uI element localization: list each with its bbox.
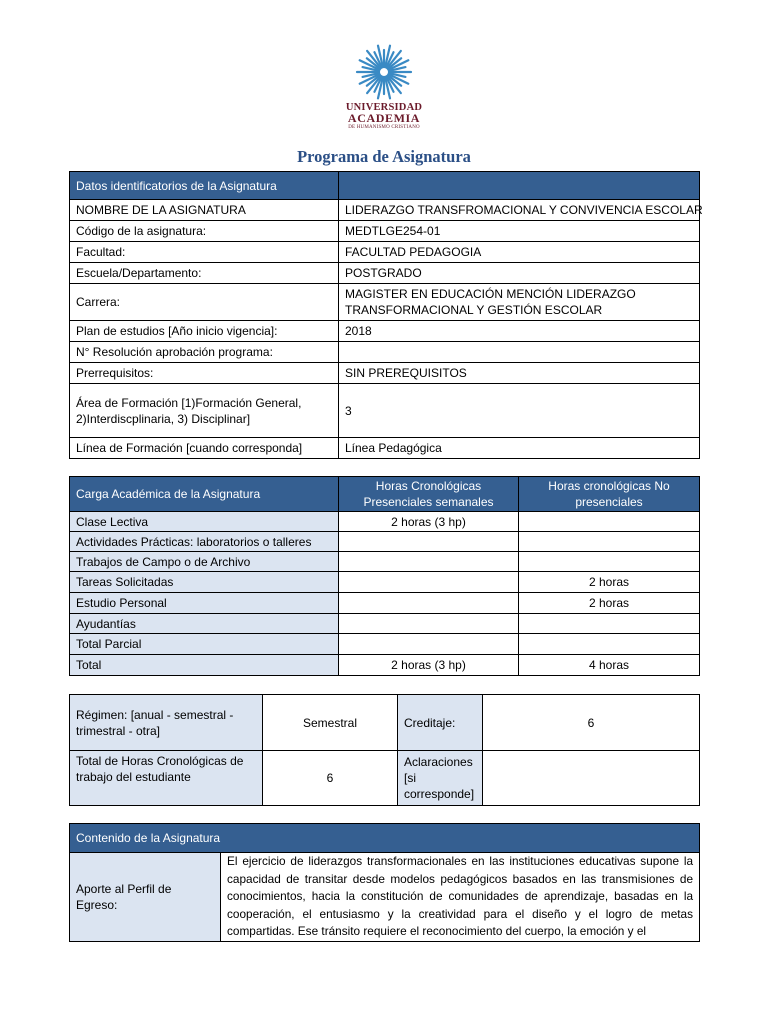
contenido-header-row [70,824,700,853]
table-row [70,655,700,676]
id-table-header-row [70,172,700,200]
aclaraciones-label: Aclaraciones [si corresponde] [398,751,483,806]
carga-header-row [70,477,700,512]
row-no-presenciales: 2 horas [519,572,700,593]
table-row [70,221,700,242]
row-presenciales: 2 horas (3 hp) [339,655,519,676]
regimen-value: Semestral [263,695,398,751]
row-label: Área de Formación [1)Formación General, 2)Interdiscplinaria, 3) Disciplinar] [70,384,339,438]
row-label: Plan de estudios [Año inicio vigencia]: [70,321,339,342]
table-row [70,200,700,221]
row-value: FACULTAD PEDAGOGIA [339,242,700,263]
table-row [70,384,700,438]
carga-header: Carga Académica de la Asignatura [70,477,339,512]
row-value: POSTGRADO [339,263,700,284]
id-table-header: Datos identificatorios de la Asignatura [70,172,339,200]
university-logo [338,42,430,131]
row-label: Ayudantías [70,614,339,634]
aporte-label: Aporte al Perfil de Egreso: [70,853,221,942]
table-row [70,593,700,614]
row-label: Tareas Solicitadas [70,572,339,593]
row-presenciales [339,634,519,655]
row-presenciales: 2 horas (3 hp) [339,512,519,532]
row-no-presenciales: 2 horas [519,593,700,614]
table-row [70,512,700,532]
row-value [339,342,700,363]
row-value: LIDERAZGO TRANSFROMACIONAL Y CONVIVENCIA ESCOLAR [339,200,700,221]
table-row [70,263,700,284]
row-no-presenciales [519,634,700,655]
row-label: Total Parcial [70,634,339,655]
row-value: SIN PREREQUISITOS [339,363,700,384]
contenido-header: Contenido de la Asignatura [70,824,700,853]
table-row [70,321,700,342]
row-presenciales [339,552,519,572]
table-row [70,438,700,459]
page-title: Programa de Asignatura [297,147,471,166]
row-label: Escuela/Departamento: [70,263,339,284]
sunburst-emblem-icon [349,42,419,102]
id-table-header-empty [339,172,700,200]
logo-line-1: UNIVERSIDAD [345,102,423,113]
regimen-table [69,694,700,806]
row-label: NOMBRE DE LA ASIGNATURA [70,200,339,221]
table-row [70,751,700,806]
row-label: Actividades Prácticas: laboratorios o talleres [70,532,339,552]
row-presenciales [339,572,519,593]
table-row [70,572,700,593]
row-label: Total [70,655,339,676]
row-presenciales [339,614,519,634]
table-row [70,695,700,751]
row-no-presenciales: 4 horas [519,655,700,676]
aclaraciones-value [483,751,700,806]
table-row [70,634,700,655]
creditaje-label: Creditaje: [398,695,483,751]
table-row [70,614,700,634]
table-row [70,363,700,384]
row-label: Estudio Personal [70,593,339,614]
regimen-label: Régimen: [anual - semestral - trimestral - otra] [70,695,263,751]
row-no-presenciales [519,512,700,532]
row-presenciales [339,593,519,614]
table-row [70,242,700,263]
row-value: 2018 [339,321,700,342]
row-no-presenciales [519,552,700,572]
row-label: Línea de Formación [cuando corresponda] [70,438,339,459]
row-label: Prerrequisitos: [70,363,339,384]
logo-line-2: ACADEMIA [347,111,421,125]
row-presenciales [339,532,519,552]
carga-col-no-presenciales: Horas cronológicas No presenciales [519,477,700,512]
creditaje-value: 6 [483,695,700,751]
carga-col-presenciales: Horas Cronológicas Presenciales semanales [339,477,519,512]
table-row [70,532,700,552]
row-label: Facultad: [70,242,339,263]
row-label: Carrera: [70,284,339,321]
table-row [70,342,700,363]
row-no-presenciales [519,532,700,552]
row-label: Trabajos de Campo o de Archivo [70,552,339,572]
row-value: MAGISTER EN EDUCACIÓN MENCIÓN LIDERAZGO TRANSFORMACIONAL Y GESTIÓN ESCOLAR [339,284,700,321]
table-row [70,853,700,942]
id-table [69,171,703,459]
horas-label: Total de Horas Cronológicas de trabajo del estudiante [70,751,263,806]
horas-value: 6 [263,751,398,806]
row-label: Código de la asignatura: [70,221,339,242]
table-row [70,284,700,321]
contenido-table [69,823,700,942]
row-value: Línea Pedagógica [339,438,700,459]
logo-line-3: DE HUMANISMO CRISTIANO [348,125,420,130]
row-label: Clase Lectiva [70,512,339,532]
row-label: N° Resolución aprobación programa: [70,342,339,363]
aporte-text: El ejercicio de liderazgos transformacionales en las instituciones educativas supone la capacidad de transitar desde modelos pedagógicos basados en las transmisiones de conocimientos, hacia la constitución de comunidades de aprendizaje, basadas en la cooperación, el entusiasmo y la creatividad para el diseño y el logro de metas compartidas. Ese tránsito requiere el reconocimiento del cuerpo, la emoción y el [221,853,700,942]
table-row [70,552,700,572]
row-no-presenciales [519,614,700,634]
row-value: 3 [339,384,700,438]
row-value: MEDTLGE254-01 [339,221,700,242]
carga-table [69,476,700,676]
